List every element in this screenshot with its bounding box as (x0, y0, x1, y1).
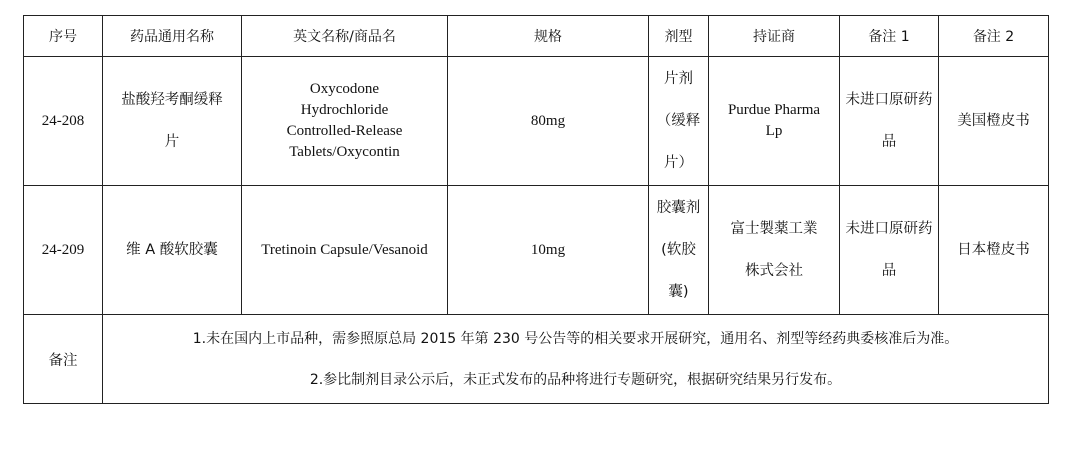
reference-drug-table (23, 15, 1049, 404)
english-name: Tretinoin Capsule/Vesanoid (242, 186, 448, 315)
header-cell: 剂型 (649, 16, 709, 57)
header-cell: 序号 (24, 16, 103, 57)
generic-name: 盐酸羟考酮缓释片 (121, 92, 223, 150)
holder: 富士製薬工業株式会社 (730, 221, 818, 279)
english-name: Oxycodone Hydrochloride Controlled-Release Tablets/Oxycontin (286, 81, 403, 160)
dosage-form: 片剂（缓释片） (656, 71, 701, 171)
holder: Purdue Pharma Lp (727, 102, 821, 139)
notes-content (103, 315, 1049, 404)
note2: 美国橙皮书 (939, 57, 1049, 186)
spec: 80mg (448, 57, 649, 186)
header-cell: 药品通用名称 (103, 16, 242, 57)
holder-cell (709, 57, 840, 186)
header-cell: 备注 1 (840, 16, 939, 57)
header-cell: 英文名称/商品名 (242, 16, 448, 57)
notes-label: 备注 (24, 315, 103, 404)
header-cell: 规格 (448, 16, 649, 57)
holder-cell (709, 186, 840, 315)
header-cell: 备注 2 (939, 16, 1049, 57)
header-cell: 持证商 (709, 16, 840, 57)
generic-name-cell (103, 57, 242, 186)
notes-row (24, 315, 1049, 404)
row-id: 24-209 (24, 186, 103, 315)
note1-cell (840, 57, 939, 186)
note1: 未进口原研药品 (845, 221, 933, 279)
header-row (24, 16, 1049, 57)
row-id: 24-208 (24, 57, 103, 186)
note-line-1: 1.未在国内上市品种，需参照原总局 2015 年第 230 号公告等的相关要求开展研究，通用名、剂型等经药典委核准后为准。 (192, 330, 959, 347)
dosage-form-cell (649, 57, 709, 186)
dosage-form-cell (649, 186, 709, 315)
spec: 10mg (448, 186, 649, 315)
note1: 未进口原研药品 (845, 92, 933, 150)
note-line-2: 2.参比制剂目录公示后，未正式发布的品种将进行专题研究，根据研究结果另行发布。 (309, 371, 842, 388)
table-row (24, 186, 1049, 315)
note1-cell (840, 186, 939, 315)
generic-name: 维 A 酸软胶囊 (103, 186, 242, 315)
english-name-cell (242, 57, 448, 186)
note2: 日本橙皮书 (939, 186, 1049, 315)
table-row (24, 57, 1049, 186)
dosage-form: 胶囊剂(软胶囊) (656, 200, 701, 300)
